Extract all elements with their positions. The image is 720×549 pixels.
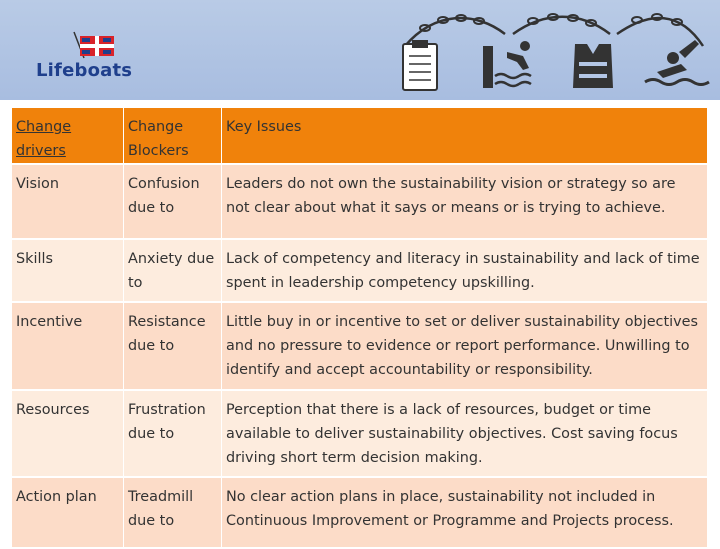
driver-cell: Skills — [12, 240, 124, 303]
rnli-flag-icon — [36, 30, 120, 60]
table-row — [12, 478, 708, 549]
header-banner — [0, 0, 720, 100]
driver-cell: Resources — [12, 391, 124, 478]
falling-person-icon — [483, 41, 531, 88]
table-header-row — [12, 108, 708, 165]
driver-cell: Incentive — [12, 303, 124, 391]
driver-cell: Vision — [12, 165, 124, 240]
issue-cell: Leaders do not own the sustainability vision or strategy so are not clear about what it says or means or is trying to achieve. — [222, 165, 708, 240]
swimmer-icon — [645, 40, 709, 85]
header-change-blockers: Change Blockers — [124, 108, 222, 165]
blocker-cell: Anxiety due to — [124, 240, 222, 303]
header-key-issues: Key Issues — [222, 108, 708, 165]
header-change-drivers: Change drivers — [12, 108, 124, 165]
logo-text: Lifeboats — [36, 60, 133, 81]
blocker-cell: Confusion due to — [124, 165, 222, 240]
blocker-cell: Treadmill due to — [124, 478, 222, 549]
change-drivers-table — [12, 108, 708, 549]
life-jacket-icon — [573, 44, 613, 88]
table-row — [12, 303, 708, 391]
table-row — [12, 391, 708, 478]
table-row — [12, 165, 708, 240]
hazard-graphic — [395, 6, 715, 96]
issue-cell: No clear action plans in place, sustainability not included in Continuous Improvement or Programme and Projects process. — [222, 478, 708, 549]
driver-cell: Action plan — [12, 478, 124, 549]
issue-cell: Little buy in or incentive to set or deliver sustainability objectives and no pressure to evidence or report performance. Unwilling to identify and accept accountability or responsibility. — [222, 303, 708, 391]
blocker-cell: Frustration due to — [124, 391, 222, 478]
issue-cell: Perception that there is a lack of resources, budget or time available to deliver sustainability objectives. Cost saving focus driving short term decision making. — [222, 391, 708, 478]
issue-cell: Lack of competency and literacy in sustainability and lack of time spent in leadership competency upskilling. — [222, 240, 708, 303]
clipboard-checklist-icon — [403, 40, 437, 90]
chain-icon — [405, 14, 703, 46]
table-row — [12, 240, 708, 303]
blocker-cell: Resistance due to — [124, 303, 222, 391]
